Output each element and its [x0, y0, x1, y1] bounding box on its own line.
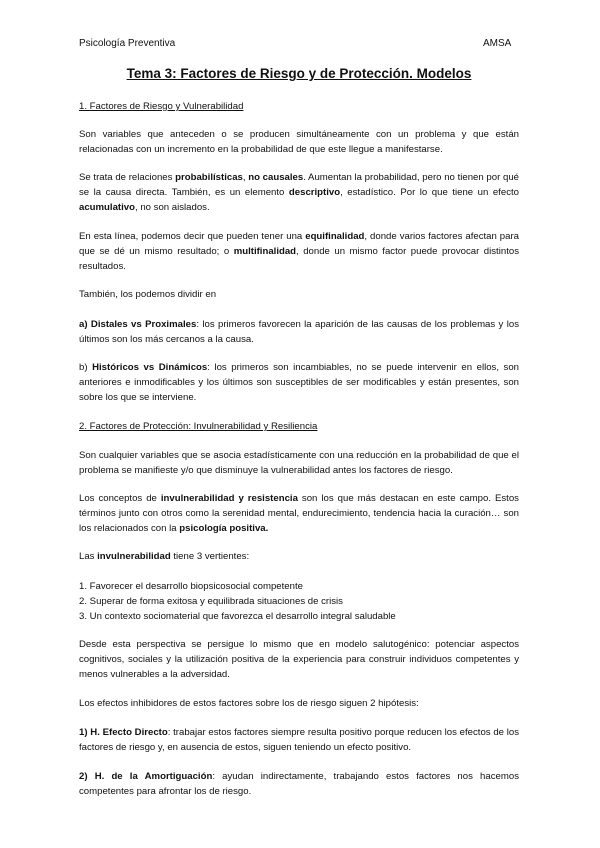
section-1-item-b: b) Históricos vs Dinámicos: los primeros son incambiables, no se puede intervenir en ellos, son anteriores e inmodificables y los últimos son susceptibles de ser modificables y están presentes, son sobre los que se interviene.: [79, 362, 520, 403]
section-1-paragraph-3: En esta línea, podemos decir que pueden tener una equifinalidad, donde varios factores afectan para que se dé un mismo resultado; o multifinalidad, donde un mismo factor puede provocar distintos resultados.: [79, 231, 519, 272]
document-title: Tema 3: Factores de Riesgo y de Protección. Modelos: [126, 66, 472, 81]
section-2-hypothesis-1: 1) H. Efecto Directo: trabajar estos factores siempre resulta positivo porque reducen los efectos de los factores de riesgo y, en ausencia de estos, siguen teniendo un efecto positivo.: [79, 727, 520, 753]
header-author: AMSA: [483, 38, 512, 49]
section-2-paragraph-5: Los efectos inhibidores de estos factores sobre los de riesgo siguen 2 hipótesis:: [79, 698, 419, 709]
section-2-paragraph-2: Los conceptos de invulnerabilidad y resistencia son los que más destacan en este campo. Estos términos junto con otros como la serenidad mental, endurecimiento, tendencia hacia la curación… son los relacionados con la psicología positiva.: [79, 493, 519, 534]
list-item: 2. Superar de forma exitosa y equilibrada situaciones de crisis: [79, 596, 343, 607]
list-item: 3. Un contexto sociomaterial que favorezca el desarrollo integral saludable: [79, 611, 396, 622]
section-1-item-a: a) Distales vs Proximales: los primeros favorecen la aparición de las causas de los problemas y los últimos son los más cercanos a la causa.: [79, 319, 519, 345]
list-item: 1. Favorecer el desarrollo biopsicosocial competente: [79, 581, 303, 592]
section-2-paragraph-3: Las invulnerabilidad tiene 3 vertientes:: [79, 551, 250, 562]
section-2-hypothesis-2: 2) H. de la Amortiguación: ayudan indirectamente, trabajando estos factores nos hacemos competentes para afrontar los de riesgo.: [79, 771, 519, 797]
section-1-paragraph-4: También, los podemos dividir en: [79, 289, 217, 300]
section-1-heading: 1. Factores de Riesgo y Vulnerabilidad: [79, 101, 244, 112]
section-2-heading: 2. Factores de Protección: Invulnerabilidad y Resiliencia: [79, 421, 318, 432]
section-1-paragraph-2: Se trata de relaciones probabilísticas, no causales. Aumentan la probabilidad, pero no tienen por qué se la causa directa. También, es un elemento descriptivo, estadístico. Por lo que tiene un efecto acumulativo, no son aislados.: [79, 172, 519, 213]
section-2-list: [79, 579, 519, 624]
section-1-paragraph-1: Son variables que anteceden o se producen simultáneamente con un problema y que están relacionadas con un incremento en la probabilidad de que este llegue a manifestarse.: [79, 129, 519, 155]
header-course: Psicología Preventiva: [79, 38, 176, 49]
section-2-paragraph-1: Son cualquier variables que se asocia estadísticamente con una reducción en la probabilidad de que el problema se manifieste y/o que disminuye la vulnerabilidad antes los factores de riesgo.: [79, 450, 519, 476]
section-2-paragraph-4: Desde esta perspectiva se persigue lo mismo que en modelo salutogénico: potenciar aspectos cognitivos, sociales y la utilización positiva de la experiencia para construir individuos competentes y menos vulnerables a la adversidad.: [79, 639, 519, 680]
